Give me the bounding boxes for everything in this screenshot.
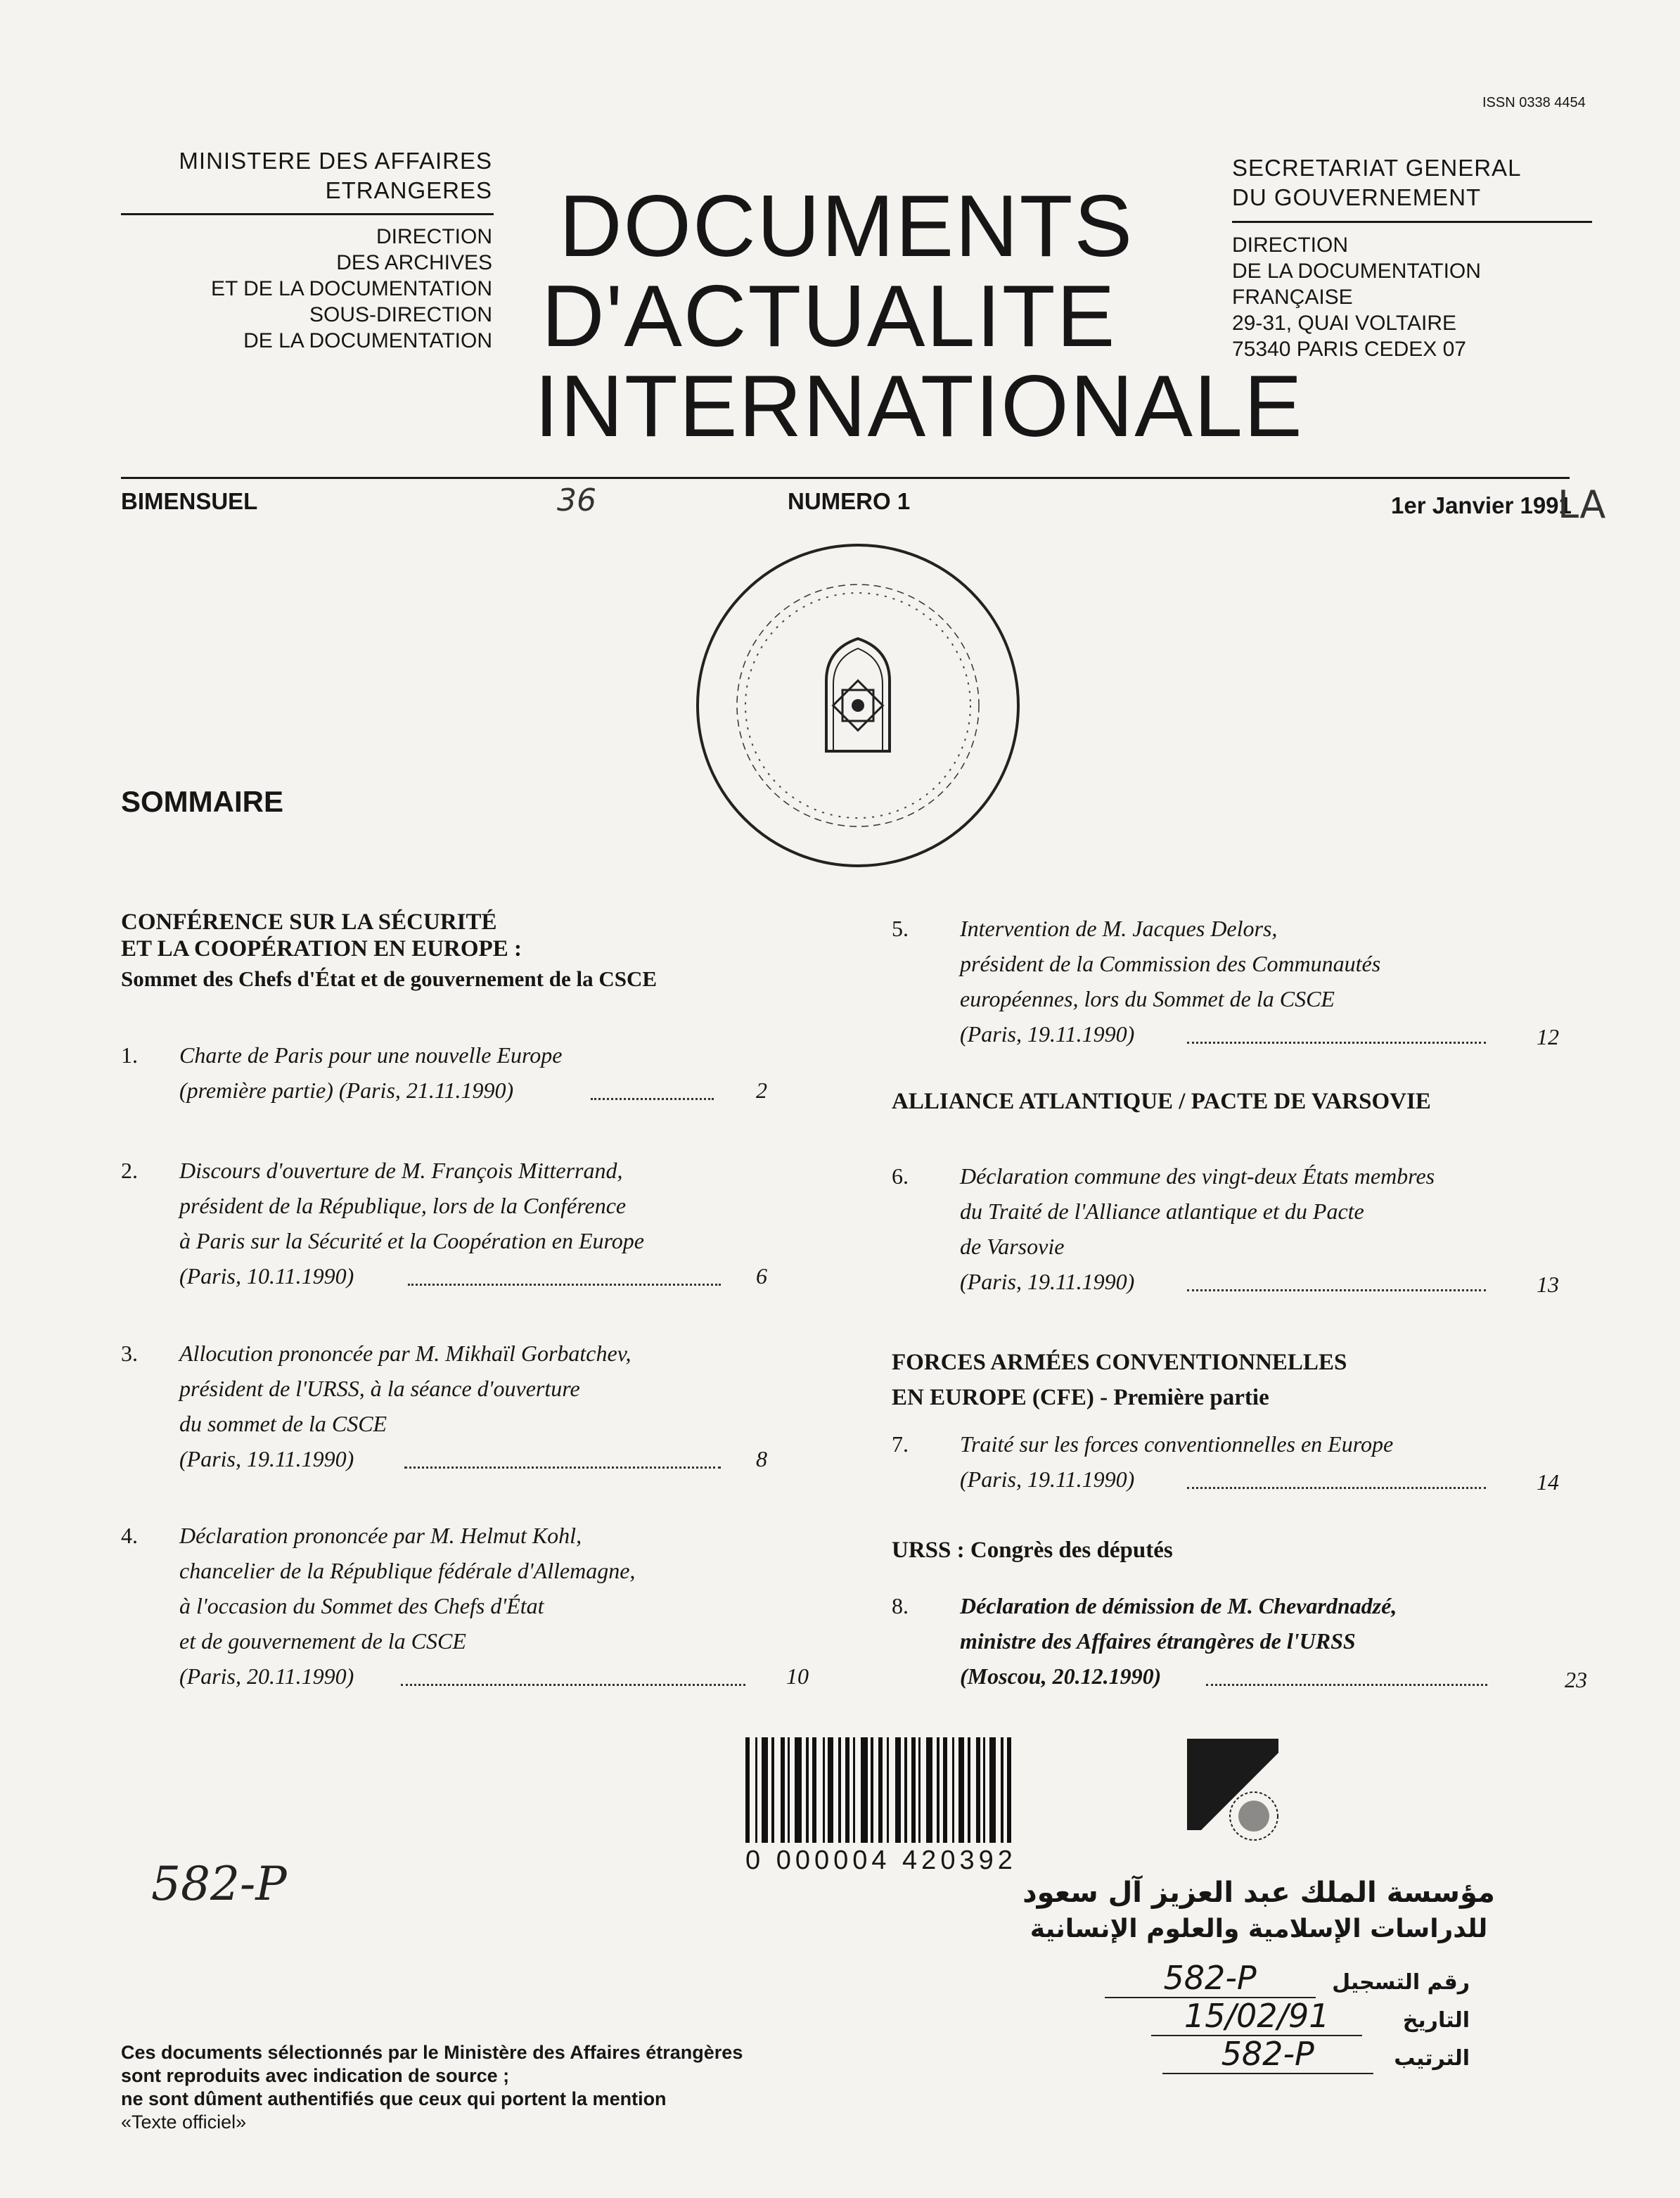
stamp-line: مؤسسة الملك عبد العزيز آل سعود	[1022, 1877, 1495, 1909]
toc-text: Traité sur les forces conventionnelles en Europe	[960, 1431, 1394, 1457]
leader-dots	[591, 1092, 714, 1100]
toc-text: (Paris, 19.11.1990)	[960, 1467, 1135, 1492]
direction-line: DES ARCHIVES	[336, 251, 492, 274]
stamp-field-value: 582-P	[1105, 1959, 1316, 1998]
divider	[1232, 221, 1592, 223]
toc-text: (première partie) (Paris, 21.11.1990)	[179, 1078, 514, 1103]
leader-dots	[1187, 1036, 1486, 1044]
toc-page: 23	[1565, 1667, 1587, 1692]
leader-dots	[1187, 1284, 1486, 1291]
leader-dots	[401, 1678, 745, 1686]
footer-line: sont reproduits avec indication de source ;	[121, 2065, 510, 2086]
toc-text: (Paris, 19.11.1990)	[960, 1269, 1135, 1294]
toc-text: Discours d'ouverture de M. François Mitterrand,	[179, 1158, 623, 1183]
stamp-field-label: التاريخ	[1402, 2008, 1470, 2033]
institution-seal-icon	[693, 540, 1023, 871]
publisher-logo-icon	[1187, 1739, 1278, 1844]
direction-line: DIRECTION	[376, 225, 492, 248]
direction-line: SOUS-DIRECTION	[309, 303, 492, 326]
direction-line: 29-31, QUAI VOLTAIRE	[1232, 312, 1456, 335]
stamp-field-order	[985, 2035, 1470, 2073]
stamp-field-value: 15/02/91	[1151, 1997, 1362, 2036]
barcode-bars	[745, 1737, 1017, 1843]
footer-note	[121, 2041, 743, 2134]
ministry-name	[105, 146, 492, 205]
toc-page: 12	[1537, 1024, 1559, 1049]
toc-text: président de la Commission des Communautés	[960, 951, 1381, 976]
toc-page: 2	[756, 1078, 767, 1103]
stamp-field-date	[985, 1997, 1470, 2035]
toc-text: Déclaration de démission de M. Chevardnadzé,	[960, 1593, 1397, 1618]
direction-line: FRANÇAISE	[1232, 286, 1353, 309]
toc-text: européennes, lors du Sommet de la CSCE	[960, 986, 1335, 1011]
stamp-field-registration	[985, 1959, 1470, 1997]
section-cfe-title	[892, 1345, 1347, 1415]
toc-text: (Paris, 19.11.1990)	[179, 1446, 354, 1471]
frequency: BIMENSUEL	[121, 488, 258, 514]
secretariat-name	[1232, 153, 1521, 212]
toc-text: Déclaration commune des vingt-deux États membres	[960, 1163, 1435, 1189]
toc-text: ministre des Affaires étrangères de l'URSS	[960, 1628, 1356, 1654]
section-atlantic-title: ALLIANCE ATLANTIQUE / PACTE DE VARSOVIE	[892, 1089, 1431, 1114]
library-stamp	[985, 1877, 1533, 2073]
footer-line: ne sont dûment authentifiés que ceux qui portent la mention	[121, 2088, 667, 2109]
barcode-number: 0 000004 420392	[745, 1846, 1017, 1875]
toc-number: 3.	[121, 1341, 138, 1366]
section-csce-subtitle: Sommet des Chefs d'État et de gouvernement de la CSCE	[121, 966, 658, 991]
secretariat-line: SECRETARIAT GENERAL	[1232, 155, 1522, 181]
toc-text: Charte de Paris pour une nouvelle Europe	[179, 1042, 563, 1068]
ministry-line: MINISTERE DES AFFAIRES	[179, 148, 492, 174]
toc-number: 5.	[892, 916, 909, 941]
toc-text: à Paris sur la Sécurité et la Coopération en Europe	[179, 1228, 644, 1253]
masthead-title	[534, 178, 1304, 455]
left-direction	[105, 224, 492, 354]
section-title-line: FORCES ARMÉES CONVENTIONNELLES	[892, 1350, 1347, 1375]
title-line: INTERNATIONALE	[534, 358, 1304, 455]
toc-text: Allocution prononcée par M. Mikhaïl Gorbatchev,	[179, 1341, 631, 1366]
leader-dots	[1206, 1678, 1487, 1686]
toc-text: chancelier de la République fédérale d'Allemagne,	[179, 1558, 636, 1583]
secretariat-line: DU GOUVERNEMENT	[1232, 184, 1482, 210]
header-bottom-rule	[121, 477, 1570, 479]
issn: ISSN 0338 4454	[1482, 95, 1586, 110]
direction-line: ET DE LA DOCUMENTATION	[210, 277, 492, 300]
direction-line: 75340 PARIS CEDEX 07	[1232, 338, 1466, 361]
sommaire-heading: SOMMAIRE	[121, 785, 283, 818]
stamp-field-value: 582-P	[1162, 2035, 1373, 2074]
section-title-line: EN EUROPE (CFE) - Première partie	[892, 1385, 1269, 1410]
stamp-field-label: الترتيب	[1394, 2046, 1470, 2071]
toc-text: président de l'URSS, à la séance d'ouverture	[179, 1376, 580, 1401]
divider	[121, 213, 494, 215]
stamp-field-label: رقم التسجيل	[1332, 1970, 1470, 1995]
right-direction	[1232, 232, 1481, 362]
toc-number: 7.	[892, 1431, 909, 1457]
leader-dots	[408, 1278, 721, 1286]
toc-number: 4.	[121, 1523, 138, 1548]
direction-line: DE LA DOCUMENTATION	[1232, 260, 1481, 283]
barcode	[745, 1737, 1017, 1876]
handwritten-reference: 582-P	[151, 1857, 287, 1911]
toc-text: du Traité de l'Alliance atlantique et du Pacte	[960, 1199, 1364, 1224]
footer-line: Ces documents sélectionnés par le Ministère des Affaires étrangères	[121, 2042, 743, 2063]
toc-page: 6	[756, 1263, 767, 1289]
stamp-line: للدراسات الإسلامية والعلوم الإنسانية	[1030, 1915, 1488, 1943]
footer-line: «Texte officiel»	[121, 2111, 247, 2133]
toc-text: du sommet de la CSCE	[179, 1411, 387, 1436]
issue-date: 1er Janvier 1991	[1391, 492, 1572, 518]
toc-text: président de la République, lors de la Conférence	[179, 1193, 627, 1218]
toc-text: de Varsovie	[960, 1234, 1065, 1259]
ministry-line: ETRANGERES	[325, 177, 492, 203]
toc-number: 8.	[892, 1593, 909, 1618]
toc-page: 13	[1537, 1272, 1559, 1297]
toc-text: Intervention de M. Jacques Delors,	[960, 916, 1278, 941]
handwritten-initials: LA	[1558, 483, 1606, 527]
section-urss-title: URSS : Congrès des députés	[892, 1538, 1173, 1563]
toc-text: (Paris, 19.11.1990)	[960, 1021, 1135, 1047]
toc-number: 6.	[892, 1163, 909, 1189]
title-line: D'ACTUALITE	[541, 268, 1117, 365]
section-title-line: ET LA COOPÉRATION EN EUROPE :	[121, 936, 522, 961]
leader-dots	[1187, 1481, 1486, 1489]
toc-page: 8	[756, 1446, 767, 1471]
toc-number: 2.	[121, 1158, 138, 1183]
issue-number: NUMERO 1	[788, 488, 911, 514]
leader-dots	[404, 1461, 721, 1469]
toc-text: et de gouvernement de la CSCE	[179, 1628, 466, 1654]
toc-page: 14	[1537, 1469, 1559, 1495]
toc-text: (Paris, 20.11.1990)	[179, 1663, 354, 1689]
toc-text: Déclaration prononcée par M. Helmut Kohl,	[179, 1523, 582, 1548]
toc-page: 10	[786, 1663, 809, 1689]
title-line: DOCUMENTS	[559, 178, 1134, 275]
toc-text: à l'occasion du Sommet des Chefs d'État	[179, 1593, 544, 1618]
section-title-line: CONFÉRENCE SUR LA SÉCURITÉ	[121, 909, 497, 935]
toc-number: 1.	[121, 1042, 138, 1068]
toc-text: (Moscou, 20.12.1990)	[960, 1663, 1162, 1689]
direction-line: DIRECTION	[1232, 234, 1348, 257]
section-csce-title	[121, 909, 522, 962]
direction-line: DE LA DOCUMENTATION	[243, 329, 492, 352]
toc-text: (Paris, 10.11.1990)	[179, 1263, 354, 1289]
handwritten-number: 36	[557, 483, 596, 518]
